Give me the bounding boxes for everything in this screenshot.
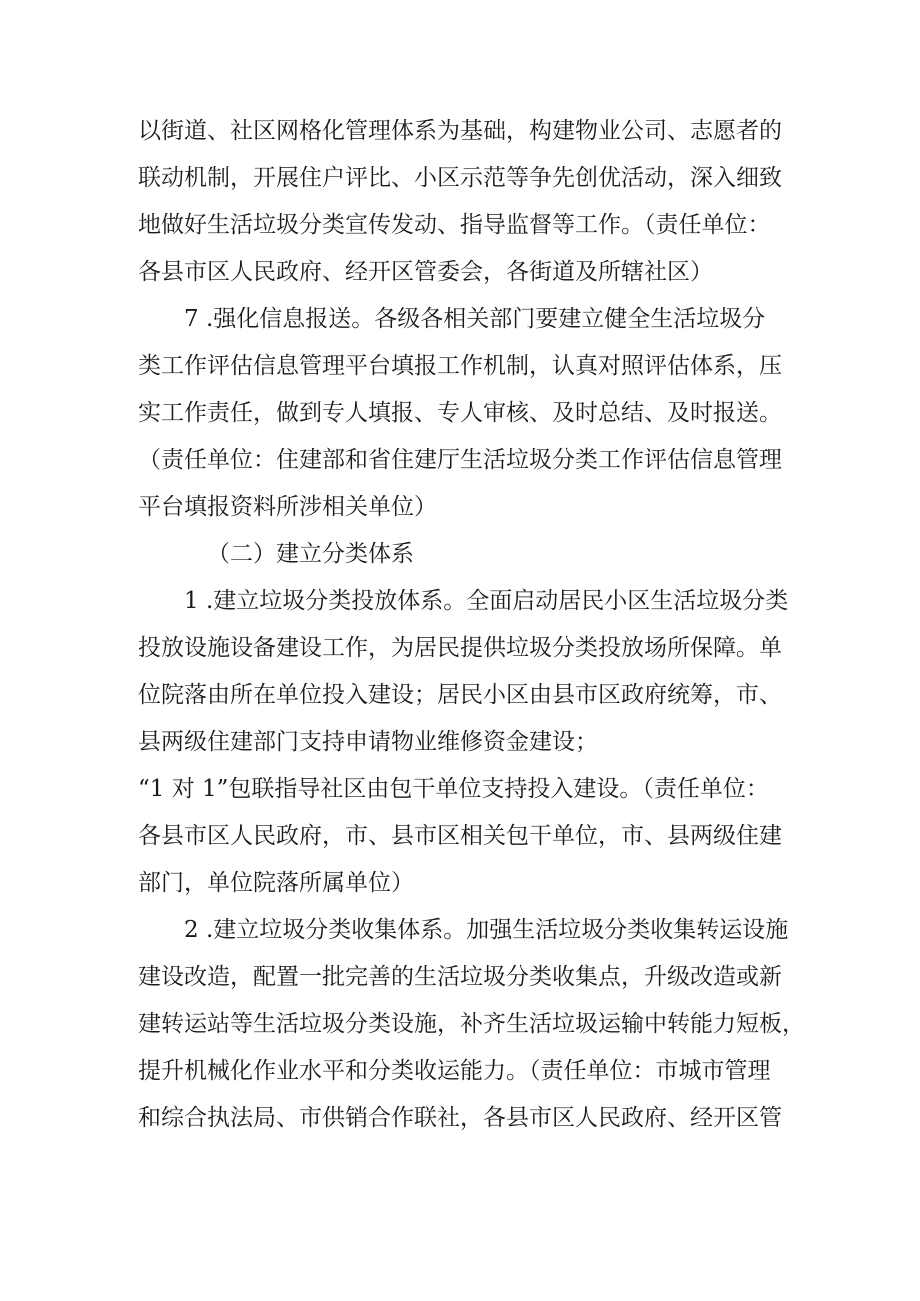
- text-line: 各县市区人民政府、经开区管委会，各街道及所辖社区）: [138, 259, 713, 285]
- text-line: 县两级住建部门支持申请物业维修资金建设；: [138, 729, 598, 755]
- text-line: 各县市区人民政府，市、县市区相关包干单位，市、县两级住建: [138, 823, 782, 849]
- text-line: 投放设施设备建设工作，为居民提供垃圾分类投放场所保障。单: [138, 635, 782, 661]
- paragraph-start-item-1: 1 .建立垃圾分类投放体系。全面启动居民小区生活垃圾分类: [184, 588, 789, 614]
- text-line: （责任单位：住建部和省住建厅生活垃圾分类工作评估信息管理: [138, 447, 782, 473]
- text-line: 地做好生活垃圾分类宣传发动、指导监督等工作。（责任单位：: [138, 212, 771, 238]
- document-body: [138, 108, 805, 1142]
- paragraph-start-item-2: 2 .建立垃圾分类收集体系。加强生活垃圾分类收集转运设施: [184, 917, 789, 943]
- text-line: 建转运站等生活垃圾分类设施，补齐生活垃圾运输中转能力短板，: [138, 1011, 805, 1037]
- paragraph-start-item-7: 7 .强化信息报送。各级各相关部门要建立健全生活垃圾分: [184, 306, 766, 332]
- text-line: 和综合执法局、市供销合作联社，各县市区人民政府、经开区管: [138, 1105, 782, 1131]
- text-line: 平台填报资料所涉相关单位）: [138, 494, 437, 520]
- text-line: “1 对 1”包联指导社区由包干单位支持投入建设。（责任单位：: [138, 776, 769, 802]
- text-line: 提升机械化作业水平和分类收运能力。（责任单位：市城市管理: [138, 1058, 771, 1084]
- section-heading: （二）建立分类体系: [207, 541, 414, 567]
- text-line: 以街道、社区网格化管理体系为基础，构建物业公司、志愿者的: [138, 118, 782, 144]
- text-line: 实工作责任，做到专人填报、专人审核、及时总结、及时报送。: [138, 400, 782, 426]
- text-line: 建设改造，配置一批完善的生活垃圾分类收集点，升级改造或新: [138, 964, 782, 990]
- text-line: 类工作评估信息管理平台填报工作机制，认真对照评估体系，压: [138, 353, 782, 379]
- text-line: 部门，单位院落所属单位）: [138, 870, 414, 896]
- text-line: 联动机制，开展住户评比、小区示范等争先创优活动，深入细致: [138, 165, 782, 191]
- text-line: 位院落由所在单位投入建设；居民小区由县市区政府统筹，市、: [138, 682, 782, 708]
